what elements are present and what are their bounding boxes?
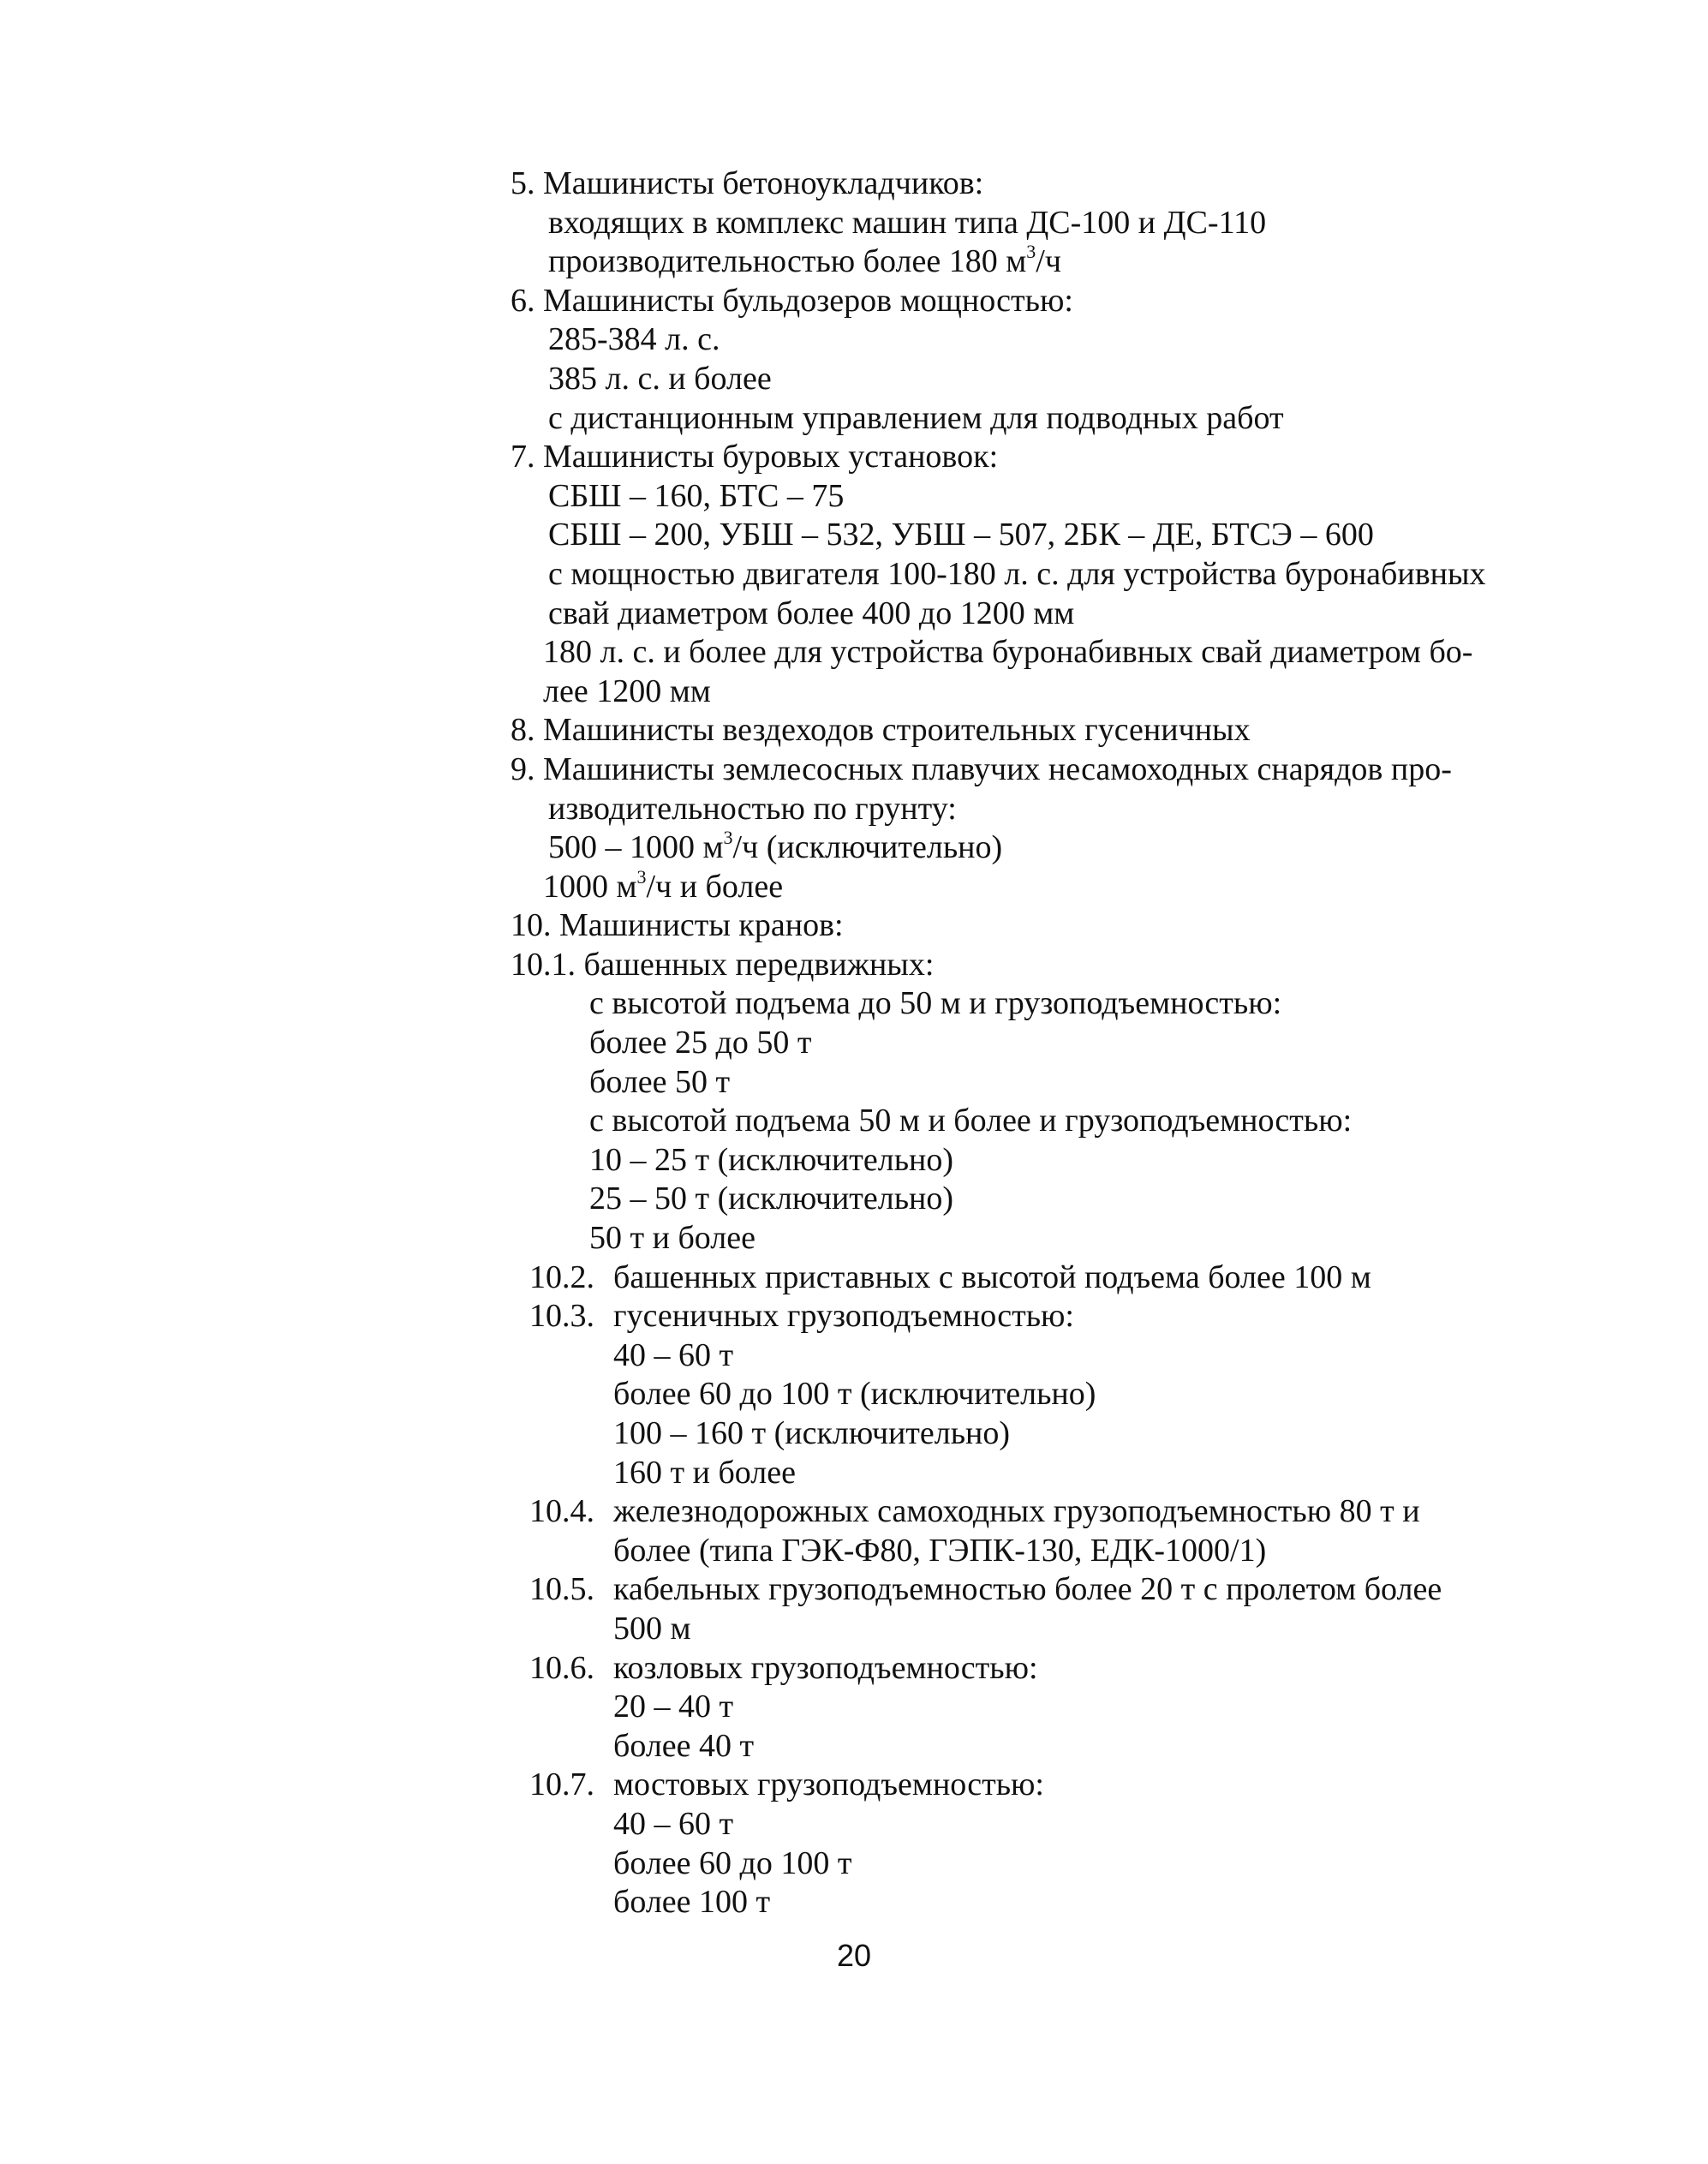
line-text: 50 т и более (589, 1220, 755, 1257)
text-line (511, 1570, 1538, 1610)
line-text: 9. Машинисты землесосных плавучих несамоходных снарядов про- (511, 750, 1452, 787)
item-number (511, 1883, 613, 1922)
text-line (511, 1336, 1538, 1376)
text-line (511, 1219, 1538, 1258)
text-line (511, 438, 1538, 477)
text-line (511, 984, 1538, 1024)
line-text: козловых грузоподъемностью: (613, 1649, 1038, 1686)
text-line (511, 1532, 1538, 1571)
text-line (511, 164, 1538, 204)
line-text: 40 – 60 т (613, 1336, 734, 1373)
text-line (511, 1844, 1538, 1884)
item-number (511, 1727, 613, 1766)
text-line (511, 360, 1538, 399)
line-text: 500 – 1000 м (548, 829, 724, 866)
line-text: 1000 м (543, 868, 637, 905)
line-text: СБШ – 160, БТС – 75 (548, 477, 845, 514)
text-line (511, 1375, 1538, 1414)
line-text: более 40 т (613, 1727, 755, 1764)
item-number (511, 1805, 613, 1844)
text-line (511, 1610, 1538, 1649)
text-line (511, 1414, 1538, 1454)
item-number: 10.5. (529, 1571, 594, 1608)
line-text: 8. Машинисты вездеходов строительных гусеничных (511, 712, 1251, 749)
superscript: 3 (723, 827, 733, 849)
text-line (511, 1180, 1538, 1219)
line-text: 40 – 60 т (613, 1805, 734, 1842)
line-text: с высотой подъема 50 м и более и грузоподъемностью: (589, 1103, 1353, 1139)
line-text: производительностью более 180 м (548, 243, 1027, 280)
line-text: 10 – 25 т (исключительно) (589, 1141, 954, 1178)
text-line (511, 477, 1538, 517)
line-text: с высотой подъема до 50 м и грузоподъемностью: (589, 985, 1282, 1022)
line-text: более (типа ГЭК-Ф80, ГЭПК-130, ЕДК-1000/1) (613, 1532, 1267, 1569)
text-line (511, 555, 1538, 595)
line-text: 20 – 40 т (613, 1689, 734, 1725)
line-text: с дистанционным управлением для подводных работ (548, 399, 1284, 436)
item-number (511, 1414, 613, 1454)
text-line (511, 1649, 1538, 1689)
line-text: 10.1. башенных передвижных: (511, 946, 935, 983)
item-number (511, 1610, 613, 1649)
line-text: гусеничных грузоподъемностью: (613, 1298, 1074, 1335)
text-line (511, 711, 1538, 750)
text-line (511, 282, 1538, 321)
document-body (511, 164, 1538, 1922)
line-text: 385 л. с. и более (548, 360, 772, 397)
line-text: 500 м (613, 1610, 691, 1647)
item-number: 10.2. (529, 1258, 594, 1295)
line-text: башенных приставных с высотой подъема более 100 м (613, 1258, 1371, 1295)
line-text: СБШ – 200, УБШ – 532, УБШ – 507, 2БК – ДЕ, БТСЭ – 600 (548, 517, 1374, 553)
text-line (511, 906, 1538, 946)
text-line (511, 1688, 1538, 1727)
text-line (511, 1805, 1538, 1844)
text-line (511, 1883, 1538, 1922)
text-line (511, 865, 1538, 907)
item-number: 10.4. (529, 1493, 594, 1530)
item-number (511, 1532, 613, 1571)
item-number: 10.7. (529, 1766, 594, 1803)
line-text: свай диаметром более 400 до 1200 мм (548, 595, 1075, 631)
item-number (511, 1688, 613, 1727)
line-text: более 100 т (613, 1884, 771, 1921)
text-line (511, 516, 1538, 555)
line-text: 10. Машинисты кранов: (511, 907, 844, 944)
text-line (511, 204, 1538, 243)
line-text: более 50 т (589, 1063, 731, 1100)
page-number: 20 (836, 1938, 872, 1973)
line-text-after: /ч (исключительно) (732, 829, 1003, 866)
text-line (511, 595, 1538, 634)
text-line (511, 946, 1538, 985)
text-line (511, 1102, 1538, 1141)
line-text: изводительностью по грунту: (548, 790, 957, 827)
line-text-after: /ч и более (646, 868, 784, 905)
text-line (511, 320, 1538, 360)
text-line (511, 633, 1538, 673)
item-number (511, 1454, 613, 1493)
superscript: 3 (636, 865, 647, 888)
text-line (511, 242, 1538, 282)
line-text-after: /ч (1036, 243, 1061, 280)
text-line (511, 1492, 1538, 1532)
line-text: кабельных грузоподъемностью более 20 т с пролетом более (613, 1571, 1442, 1608)
superscript: 3 (1026, 241, 1036, 263)
line-text: 7. Машинисты буровых установок: (511, 439, 999, 475)
item-number: 10.3. (529, 1298, 594, 1335)
line-text: 180 л. с. и более для устройства буронабивных свай диаметром бо- (543, 634, 1473, 671)
text-line (511, 828, 1538, 868)
item-number (511, 1844, 613, 1884)
text-line (511, 1727, 1538, 1766)
item-number: 10.6. (529, 1649, 594, 1686)
item-number (511, 1336, 613, 1376)
line-text: 160 т и более (613, 1454, 796, 1491)
text-line (511, 399, 1538, 439)
text-line (511, 1454, 1538, 1493)
line-text: 100 – 160 т (исключительно) (613, 1415, 1011, 1451)
line-text: железнодорожных самоходных грузоподъемностью 80 т и (613, 1493, 1420, 1530)
text-line (511, 750, 1538, 790)
line-text: более 60 до 100 т (исключительно) (613, 1376, 1096, 1413)
text-line (511, 1024, 1538, 1063)
line-text: входящих в комплекс машин типа ДС-100 и ДС-110 (548, 204, 1267, 241)
text-line (511, 1258, 1538, 1298)
line-text: 285-384 л. с. (548, 321, 720, 358)
text-line (511, 1141, 1538, 1181)
item-number (511, 1375, 613, 1414)
line-text: мостовых грузоподъемностью: (613, 1766, 1044, 1803)
line-text: с мощностью двигателя 100-180 л. с. для устройства буронабивных (548, 555, 1486, 592)
line-text: более 60 до 100 т (613, 1844, 852, 1881)
line-text: 5. Машинисты бетоноукладчиков: (511, 165, 984, 201)
text-line (511, 673, 1538, 712)
line-text: 25 – 50 т (исключительно) (589, 1181, 954, 1217)
line-text: 6. Машинисты бульдозеров мощностью: (511, 282, 1073, 319)
line-text: более 25 до 50 т (589, 1025, 812, 1061)
text-line (511, 1766, 1538, 1805)
line-text: лее 1200 мм (543, 673, 711, 709)
text-line (511, 1063, 1538, 1103)
text-line (511, 1297, 1538, 1336)
text-line (511, 790, 1538, 829)
